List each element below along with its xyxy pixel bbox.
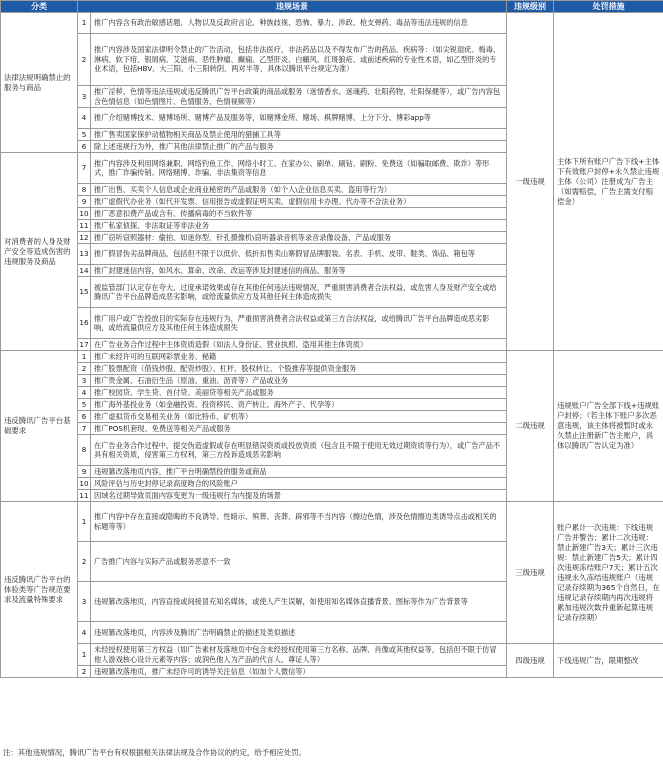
row-text: 因域名过期导致页面内容变更为一级违规行为内提及的场景	[91, 490, 507, 502]
row-text: 推广假冒伪劣品牌商品，包括但不限于以低价、低折扣售卖山寨假冒品牌服装、名表、手机、皮带、鞋类、饰品、箱包等	[91, 244, 507, 265]
category-cell: 违反腾讯广告平台基础要求	[1, 351, 78, 502]
row-text: 推广淫秽、色情等违法违规或违反腾讯广告平台政策的商品或服务（迷情香水、迷魂药、壮阳药物、壮阳保健等），或广告内容包含色情信息（如色情图片、色情服务、色情视频等）	[91, 86, 507, 108]
row-number: 17	[79, 339, 89, 349]
row-number: 5	[78, 399, 91, 411]
row-text: 违规篡改落地页，内容直接或间接冒充知名媒体，或使人产生误解，如使用知名媒体直播背景、图标等作为广告背景等	[91, 582, 507, 622]
row-text: 推广私家侦探、非法取证等非法业务	[91, 220, 507, 232]
row-number: 11	[79, 220, 89, 230]
row-number: 4	[78, 622, 91, 644]
row-text: 推广内容中存在直接或隐晦的不良诱导、性暗示、殡葬、丧葬、辟邪等不当内容（擦边色情，涉及色情擦边类诱导点击或相关的标题等等）	[91, 502, 507, 542]
row-number: 10	[79, 208, 89, 218]
row-number: 4	[78, 108, 91, 129]
row-number: 13	[78, 244, 91, 265]
level-cell: 三级违规	[507, 502, 554, 644]
row-text: 推广校园贷、学生贷、首付贷、美丽贷等相关产品或服务	[91, 387, 507, 399]
row-number: 3	[78, 582, 91, 622]
row-number: 2	[78, 34, 91, 86]
row-number: 1	[78, 351, 91, 363]
row-text: 推广海外基投业务（如金融投资、投资移民、资产转让、海外产子、代孕等）	[91, 399, 507, 411]
row-text: 违规篡改落地页，推广未经许可的诱导关注信息（如加个人微信等）	[91, 666, 507, 678]
action-cell: 下线违规广告，限期整改	[554, 644, 663, 678]
row-number: 1	[78, 502, 91, 542]
header-scene: 违规场景	[78, 1, 507, 13]
row-text: 推广恶意扣费产品或含有、传播病毒的不当软件等	[91, 208, 507, 220]
row-text: 在广告业务合作过程中，提交伪造虚假或存在明显错误资质或投放资质（包含且不限于使用无效过期资质等行为），或广告产品不具有相关资质，侵害第三方权利，第三方投诉造成恶劣影响	[91, 435, 507, 466]
row-number: 12	[79, 232, 89, 242]
action-cell: 违规账户广告全部下线+违规账户封停；（若主体下账户多次恶意违规，该主体将被暂时或永久禁止注册新广告主账户，具体以腾讯广告认定为准）	[554, 351, 663, 502]
row-text: 除上述违规行为外，推广其他法律禁止推广的产品与服务	[91, 141, 507, 153]
row-text: 广告推广内容与实际产品或服务恶意不一致	[91, 542, 507, 582]
row-number: 15	[78, 277, 91, 308]
header-level: 违规级别	[507, 1, 554, 13]
row-number: 2	[78, 542, 91, 582]
action-cell: 主体下所有账户广告下线+主体下有效账户封停+永久禁止违规主体（公司）注册成为广告主（如需赔偿，广告主需支付赔偿金）	[554, 13, 663, 351]
row-text: 违规篡改落地页，内容涉及腾讯广告明确禁止的描述及类似描述	[91, 622, 507, 644]
row-number: 7	[78, 423, 91, 435]
row-number: 5	[78, 129, 91, 141]
row-text: 推广虚假代办业务（如代开发票、信用报告或虚假证明买卖、虚假信用卡办理、代办等不合法业务）	[91, 196, 507, 208]
row-number: 2	[78, 363, 91, 375]
row-number: 14	[79, 265, 89, 275]
row-number: 11	[79, 490, 89, 500]
row-number: 6	[78, 141, 91, 153]
row-text: 推广窃听窃照器材：偷拍、如迷你型、针孔摄像机\窃听器录音机等录音录像设备、产品或服务	[91, 232, 507, 244]
row-number: 4	[78, 387, 91, 399]
row-number: 16	[78, 308, 91, 339]
row-number: 1	[78, 13, 91, 34]
row-number: 1	[78, 644, 91, 666]
level-cell: 二级违规	[507, 351, 554, 502]
row-text: 推广出售、买卖个人信息或企业商业秘密的产品或服务（如个人\企业信息买卖、盗用等行为）	[91, 184, 507, 196]
footnote: 注：其他违规情况，腾讯广告平台有权根据相关法律法规及合作协议的约定，给予相应处罚。	[3, 748, 307, 757]
row-number: 6	[78, 411, 91, 423]
row-text: 推广虚拟货币交易相关业务（如比特币、矿机等）	[91, 411, 507, 423]
row-number: 9	[78, 196, 91, 208]
row-text: 推广介绍赌博技术、赌博场所、赌博产品及服务等，如赌博金所、赌场、棋牌赌博、上分下分、博彩app等	[91, 108, 507, 129]
level-cell: 四级违规	[507, 644, 554, 678]
row-text: 推广内容含有政治敏感话题、人物以及反政府言论、种族歧视、恐怖、暴力、涉政、枪支弹药、毒品等违法违规的信息	[91, 13, 507, 34]
row-text: 风险评估与历史封停记录高度吻合的风险账户	[91, 478, 507, 490]
row-text: 推广贵金属、石油衍生品（原油、重油、沥青等）产品或业务	[91, 375, 507, 387]
row-text: 推广封建迷信内容，如风水、算命、改命、改运等涉及封建迷信的商品、服务等	[91, 265, 507, 277]
row-number: 9	[78, 466, 91, 478]
row-number: 2	[78, 666, 91, 678]
row-number: 8	[78, 184, 91, 196]
category-cell: 法律法规明确禁止的服务与商品	[1, 13, 78, 153]
row-text: 推广POS机套现、免费送等相关产品或服务	[91, 423, 507, 435]
row-text: 被监管部门认定存在夸大、过度承诺效果或存在其他任何违法违规情况，严重损害消费者合法权益，或危害人身及财产安全或给腾讯广告平台品牌造成恶劣影响，或给流量供应方及其他任何主体造成损失	[91, 277, 507, 308]
row-number: 7	[78, 153, 91, 184]
row-text: 未经授权使用第三方权益（如广告素材及落地页中包含未经授权使用第三方名称、品牌、肖像或其他权益等，包括但不限于仿冒他人游戏核心设计元素等内容；或润色他人为产品的代言人、尊证人等）	[91, 644, 507, 666]
header-category: 分类	[1, 1, 78, 13]
header-action: 处罚措施	[554, 1, 663, 13]
level-cell: 一级违规	[507, 13, 554, 351]
table-row	[1, 13, 663, 34]
row-text: 推广内容涉及国家法律明令禁止的广告活动，包括非法医疗，非法药品以及不得发布广告的药品、疾病等：（如尖锐湿疣、梅毒、淋病、软下疳、银屑病、艾滋病、恶性肿瘤、癫痫、乙型肝炎、白癜风、红斑狼疮、或前述疾病的专业性术语，如乙型肝炎的专业术语，包括HBV、大三阳、小三阳转阴、两对半等，具体以腾讯平台规定为准）	[91, 34, 507, 86]
table-row	[1, 351, 663, 363]
row-text: 在广告业务合作过程中主体资质造假（如法人身份证、营业执照、盗用其他主体资质）	[91, 339, 507, 351]
row-text: 推广用户或广告投放目的实际存在违规行为，严重损害消费者合法权益或第三方合法权益，或给腾讯广告平台品牌造成恶劣影响，或给流量供应方及其他任何主体造成损失	[91, 308, 507, 339]
row-text: 推广股票配资（借钱炒股、配资炒股）、杠杆、股权转让、个股推荐等提供资金服务	[91, 363, 507, 375]
row-number: 3	[78, 86, 91, 108]
row-text: 推广内容涉及利用网络兼职、网络钓鱼工作、网络小时工、在家办公、刷单、刷钻、刷粉、免费送（如骗取邮费、欺诈）等形式，推广诈骗传销、网络赌博、诈骗、非法集资等信息	[91, 153, 507, 184]
row-text: 推广售卖国家保护动植物相关商品及禁止使用的猎捕工具等	[91, 129, 507, 141]
category-cell: 对消费者的人身及财产安全等造成伤害的违规服务及商品	[1, 153, 78, 351]
table-row	[1, 502, 663, 542]
category-cell: 违反腾讯广告平台的体验类等广告规范要求及流量特殊要求	[1, 502, 78, 678]
table-row	[1, 644, 663, 666]
row-number: 8	[78, 435, 91, 466]
table-header	[1, 1, 663, 13]
row-number: 10	[79, 478, 89, 488]
action-cell: 账户累计一次违规：下线违规广告并警告；累计二次违规：禁止新建广告3天；累计三次违规：禁止新建广告5天；累计四次违规冻结账户7天；累计五次违规永久冻结违规账户（违规记录存续期为365个自然日，在违规记录存续期内再次违规将累加违规次数并重新起算违规记录存续期）	[554, 502, 663, 644]
row-number: 3	[78, 375, 91, 387]
row-text: 违规篡改落地页内容，推广平台明确禁投的服务或商品	[91, 466, 507, 478]
row-text: 推广未经许可的互联网彩票业务、秘籍	[91, 351, 507, 363]
